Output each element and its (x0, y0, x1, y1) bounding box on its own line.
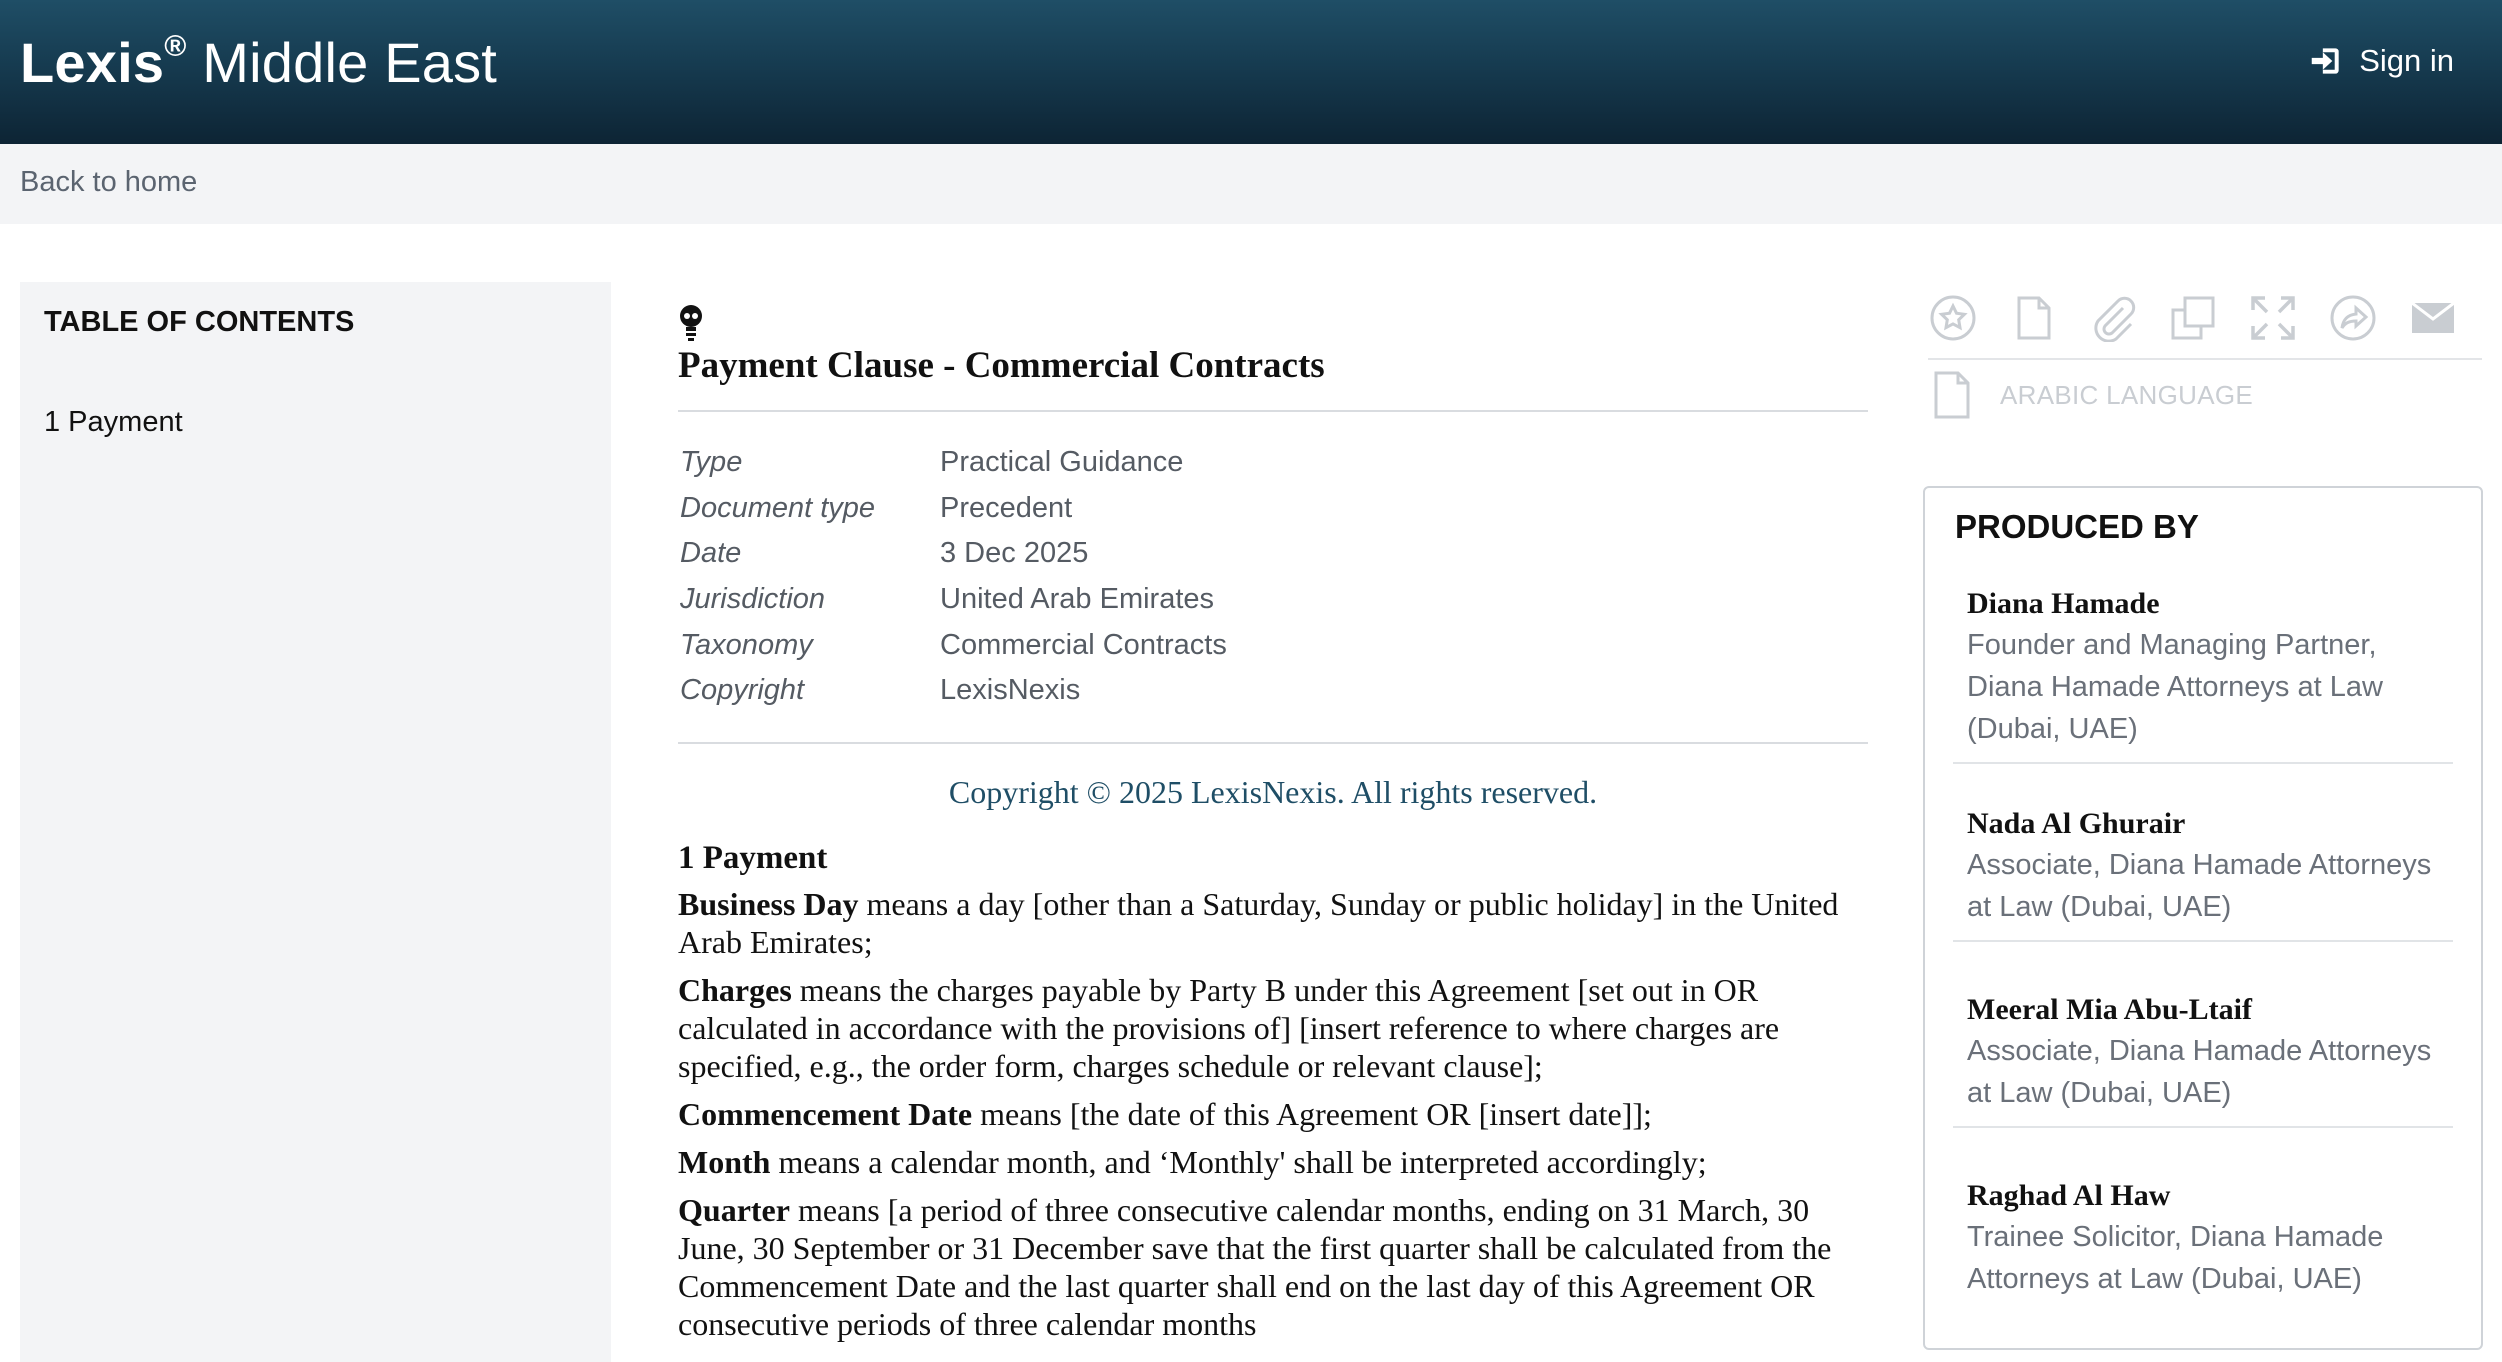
favorite-icon[interactable] (1928, 293, 1978, 343)
document-icon (1932, 370, 1972, 420)
meta-row-date (680, 531, 1227, 577)
document-metadata (680, 440, 1227, 714)
produced-by-title: PRODUCED BY (1955, 508, 2199, 545)
definition-term: Commencement Date (678, 1096, 973, 1132)
metadata-divider (678, 742, 1868, 744)
toc-item-payment[interactable]: 1 Payment (44, 406, 183, 438)
sign-in-icon (2307, 42, 2345, 80)
author-name[interactable]: Nada Al Ghurair (1967, 807, 2186, 840)
definition-text: means a calendar month, and ‘Monthly' shall be interpreted accordingly; (770, 1144, 1707, 1180)
sign-in-label: Sign in (2359, 43, 2454, 78)
author-card (1953, 584, 2453, 764)
author-card (1953, 1176, 2453, 1314)
title-divider (678, 410, 1868, 412)
definition-text: means [the date of this Agreement OR [insert date]]; (972, 1096, 1652, 1132)
meta-value: 3 Dec 2025 (940, 537, 1089, 570)
fullscreen-icon[interactable] (2248, 293, 2298, 343)
author-name[interactable]: Meeral Mia Abu-Ltaif (1967, 993, 2252, 1026)
meta-value: Precedent (940, 491, 1073, 524)
author-role: Associate, Diana Hamade Attorneys at Law (Dubai, UAE) (1967, 849, 2432, 923)
definition-term: Quarter (678, 1192, 790, 1228)
meta-value: United Arab Emirates (940, 583, 1215, 616)
author-name[interactable]: Diana Hamade (1967, 587, 2160, 620)
toc-title: TABLE OF CONTENTS (44, 306, 355, 338)
author-card (1953, 990, 2453, 1128)
top-header (0, 0, 2502, 144)
document-icon[interactable] (2008, 293, 2058, 343)
attachment-icon[interactable] (2088, 293, 2138, 343)
meta-value: Practical Guidance (940, 446, 1184, 479)
document-body (678, 840, 1868, 1353)
lightbulb-icon (678, 304, 704, 342)
definition-term: Charges (678, 972, 792, 1008)
document-title: Payment Clause - Commercial Contracts (678, 345, 1325, 386)
arabic-language-label: ARABIC LANGUAGE (2000, 379, 2254, 410)
meta-key: Copyright (680, 674, 805, 707)
author-role: Associate, Diana Hamade Attorneys at Law (Dubai, UAE) (1967, 1035, 2432, 1109)
definition-paragraph (678, 971, 1868, 1085)
back-to-home-link[interactable]: Back to home (20, 166, 198, 198)
back-bar (0, 144, 2502, 224)
brand-suffix: Middle East (186, 31, 498, 94)
meta-key: Date (680, 537, 742, 570)
author-name[interactable]: Raghad Al Haw (1967, 1179, 2171, 1212)
meta-key: Document type (680, 491, 876, 524)
author-card (1953, 804, 2453, 942)
registered-mark: ® (164, 30, 187, 64)
table-of-contents (20, 282, 611, 1362)
meta-value: Commercial Contracts (940, 628, 1227, 661)
tool-icon-bar (1928, 290, 2482, 346)
definition-term: Month (678, 1144, 771, 1180)
arabic-language-link[interactable] (1932, 370, 2253, 420)
author-role: Trainee Solicitor, Diana Hamade Attorneys at Law (Dubai, UAE) (1967, 1221, 2384, 1295)
brand-name: Lexis (20, 31, 165, 94)
share-icon[interactable] (2328, 293, 2378, 343)
meta-row-copyright (680, 668, 1227, 714)
tools-divider (1928, 358, 2482, 360)
meta-key: Type (680, 446, 743, 479)
definition-paragraph (678, 1191, 1868, 1343)
definition-paragraph (678, 1095, 1868, 1133)
author-role: Founder and Managing Partner, Diana Hamade Attorneys at Law (Dubai, UAE) (1967, 629, 2383, 745)
definition-text: means [a period of three consecutive calendar months, ending on 31 March, 30 June, 30 September or 31 December save that the first quarter shall be calculated from the Commencement Date and the last quarter shall end on the last day of this Agreement OR consecutive periods of three calendar months (678, 1192, 1832, 1342)
section-heading: 1 Payment (678, 840, 828, 876)
definition-paragraph (678, 1143, 1868, 1181)
definition-term: Business Day (678, 886, 859, 922)
sign-in-button[interactable] (2307, 42, 2454, 80)
meta-value: LexisNexis (940, 674, 1081, 707)
email-icon[interactable] (2408, 293, 2458, 343)
copy-icon[interactable] (2168, 293, 2218, 343)
document-tools (1928, 290, 2482, 410)
meta-key: Jurisdiction (680, 583, 826, 616)
brand-logo[interactable] (20, 30, 497, 95)
definition-text: means a day [other than a Saturday, Sunday or public holiday] in the United Arab Emirates; (678, 886, 1839, 960)
meta-row-jurisdiction (680, 577, 1227, 623)
meta-key: Taxonomy (680, 628, 813, 661)
copyright-notice: Copyright © 2025 LexisNexis. All rights reserved. (948, 774, 1598, 810)
definition-paragraph (678, 885, 1868, 961)
meta-row-document-type (680, 486, 1227, 532)
meta-row-type (680, 440, 1227, 486)
meta-row-taxonomy (680, 622, 1227, 668)
produced-by-panel (1923, 486, 2483, 1350)
definition-text: means the charges payable by Party B under this Agreement [set out in OR calculated in accordance with the provisions of] [insert reference to where charges are specified, e.g., the order form, charges schedule or relevant clause]; (678, 972, 1780, 1084)
